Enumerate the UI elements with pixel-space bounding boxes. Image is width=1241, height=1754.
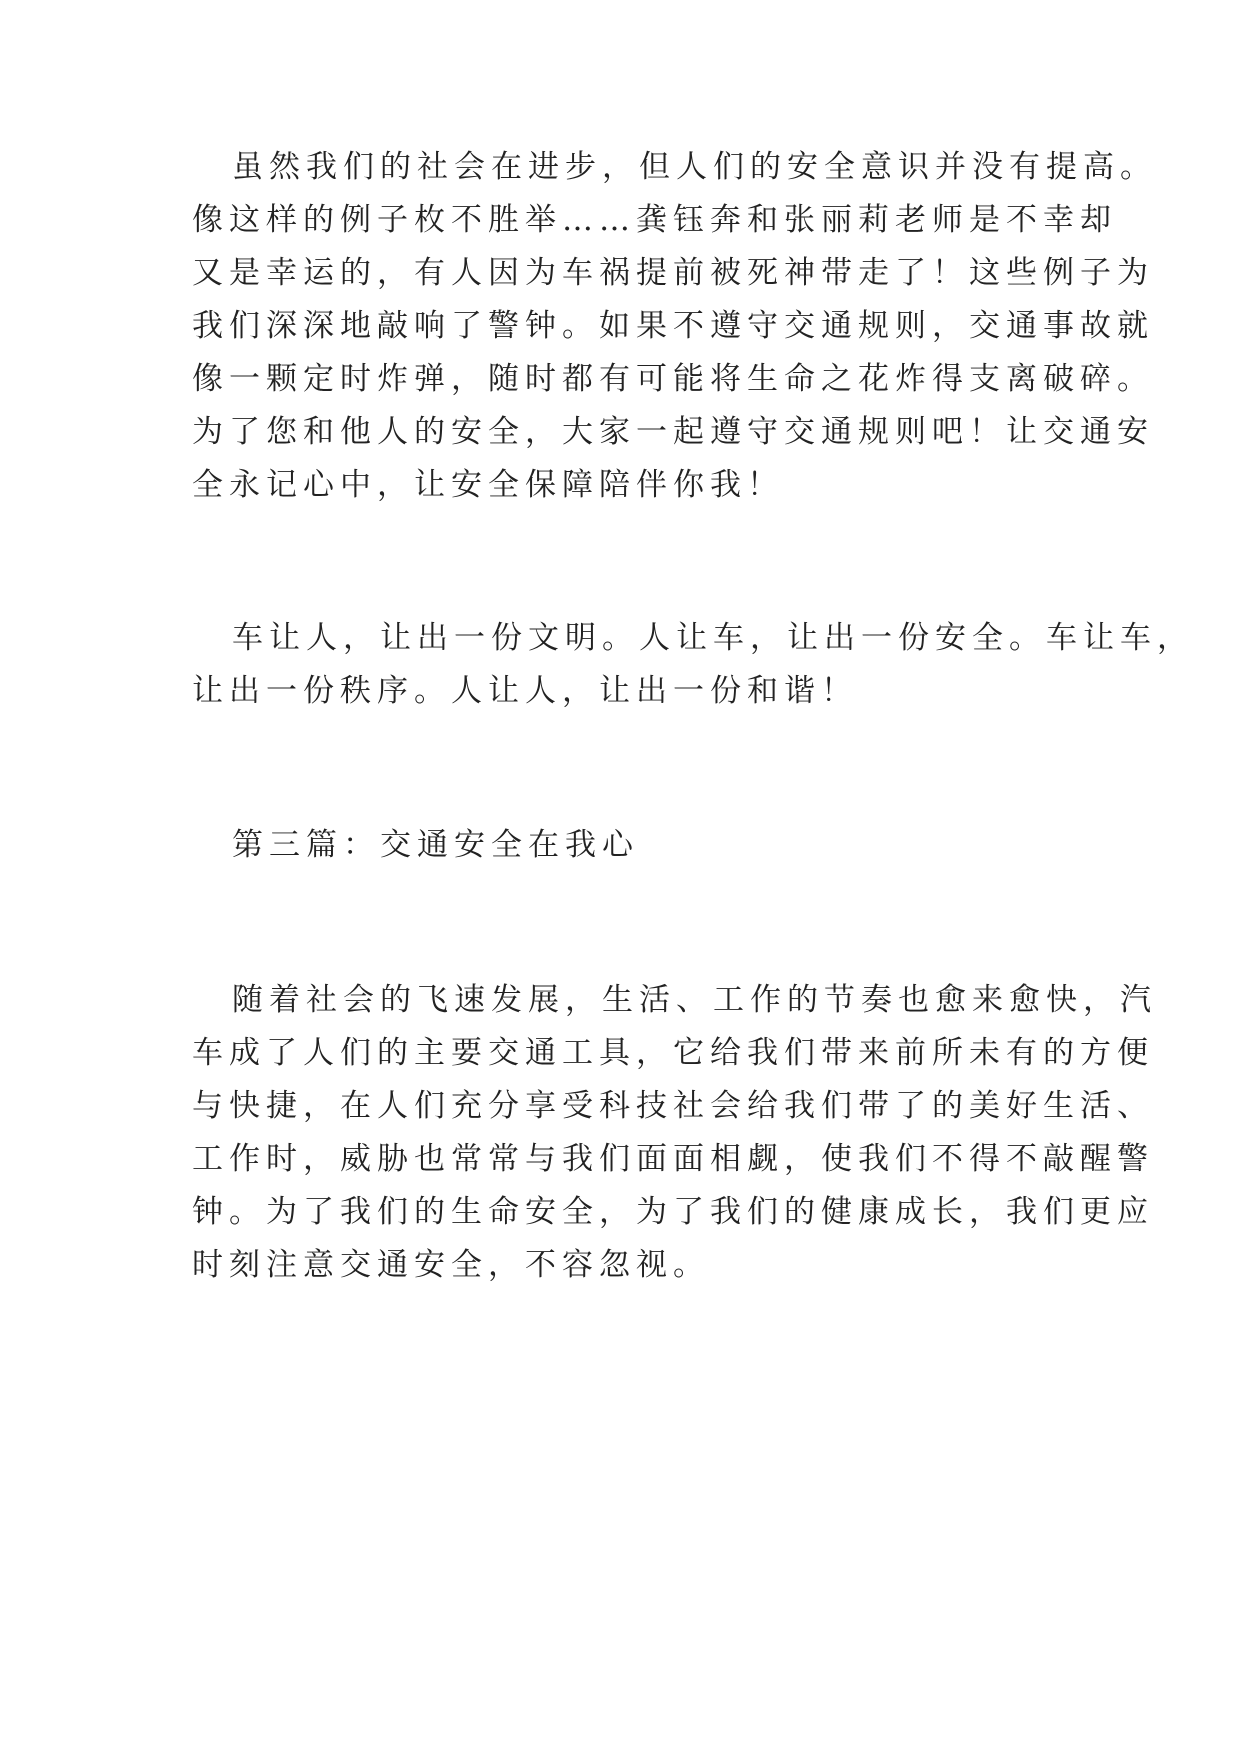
- section-heading: 第三篇：交通安全在我心: [232, 827, 639, 863]
- paragraph-line: 随着社会的飞速发展，生活、工作的节奏也愈来愈快，汽: [232, 982, 1157, 1018]
- paragraph-line: 与快捷，在人们充分享受科技社会给我们带了的美好生活、: [192, 1088, 1154, 1124]
- paragraph-line: 全永记心中，让安全保障陪伴你我！: [192, 467, 784, 503]
- paragraph-line: 又是幸运的，有人因为车祸提前被死神带走了！这些例子为: [192, 255, 1154, 291]
- paragraph-line: 像这样的例子枚不胜举……龚钰奔和张丽莉老师是不幸却: [192, 202, 1117, 238]
- paragraph-line: 车让人，让出一份文明。人让车，让出一份安全。车让车，: [232, 620, 1194, 656]
- paragraph-line: 像一颗定时炸弹，随时都有可能将生命之花炸得支离破碎。: [192, 361, 1154, 397]
- paragraph-line: 时刻注意交通安全，不容忽视。: [192, 1247, 710, 1283]
- paragraph-line: 我们深深地敲响了警钟。如果不遵守交通规则，交通事故就: [192, 308, 1154, 344]
- paragraph-line: 钟。为了我们的生命安全，为了我们的健康成长，我们更应: [192, 1194, 1154, 1230]
- paragraph-line: 工作时，威胁也常常与我们面面相觑，使我们不得不敲醒警: [192, 1141, 1154, 1177]
- paragraph-line: 车成了人们的主要交通工具，它给我们带来前所未有的方便: [192, 1035, 1154, 1071]
- paragraph-line: 虽然我们的社会在进步，但人们的安全意识并没有提高。: [232, 149, 1157, 185]
- paragraph-line: 为了您和他人的安全，大家一起遵守交通规则吧！让交通安: [192, 414, 1154, 450]
- paragraph-line: 让出一份秩序。人让人，让出一份和谐！: [192, 673, 858, 709]
